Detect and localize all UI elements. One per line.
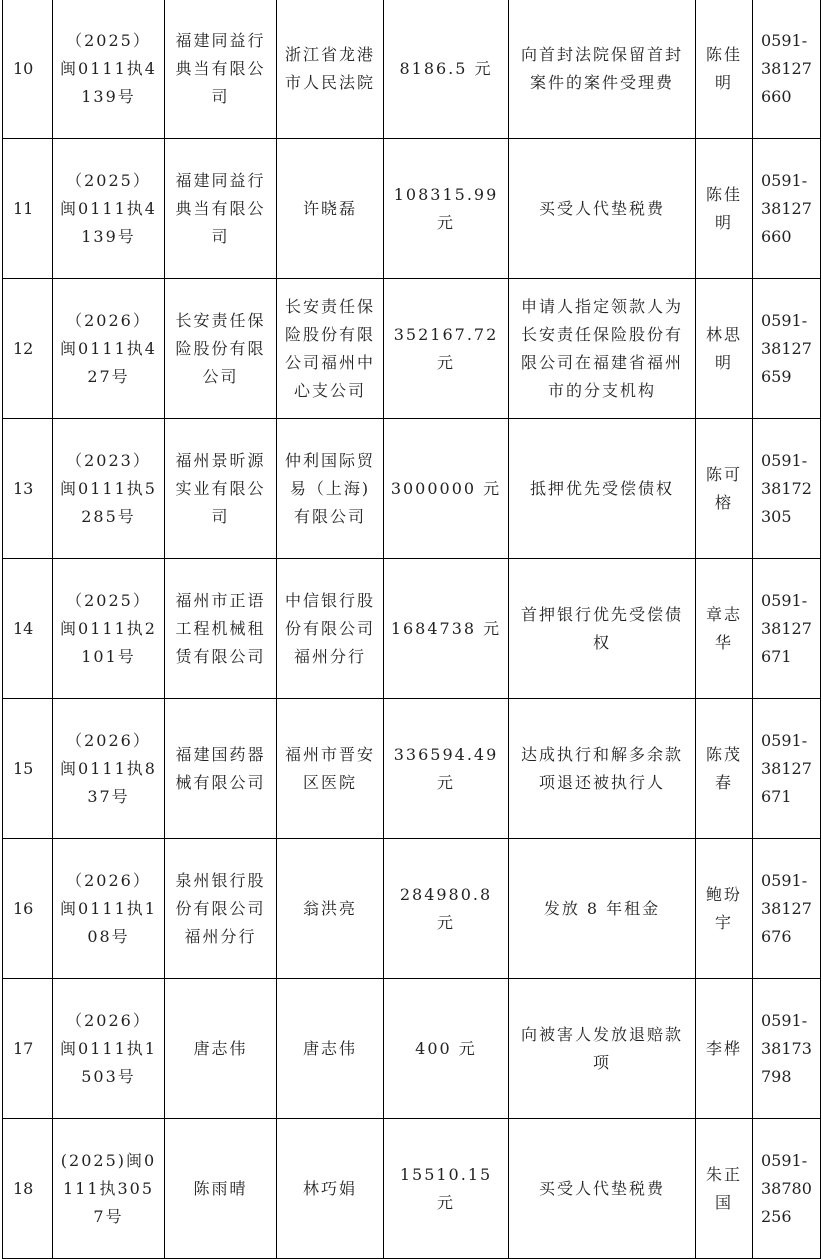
row-number: 11 xyxy=(3,139,53,279)
case-number: (2025)闽0111执3057号 xyxy=(53,1119,165,1259)
contact-phone: 0591-38127660 xyxy=(753,139,821,279)
recipient: 许晓磊 xyxy=(277,139,384,279)
table-row xyxy=(3,139,821,279)
applicant: 泉州银行股份有限公司福州分行 xyxy=(165,839,277,979)
amount: 15510.15 元 xyxy=(384,1119,509,1259)
case-number: （2026）闽0111执837号 xyxy=(53,699,165,839)
recipient: 仲利国际贸易（上海)有限公司 xyxy=(277,419,384,559)
row-number: 12 xyxy=(3,279,53,419)
amount: 336594.49 元 xyxy=(384,699,509,839)
table-row xyxy=(3,979,821,1119)
applicant: 福建同益行典当有限公司 xyxy=(165,0,277,139)
case-number: （2026）闽0111执1503号 xyxy=(53,979,165,1119)
payment-reason: 抵押优先受偿债权 xyxy=(509,419,696,559)
table-body xyxy=(3,0,821,1259)
judge-name: 章志华 xyxy=(696,559,753,699)
row-number: 16 xyxy=(3,839,53,979)
amount: 3000000 元 xyxy=(384,419,509,559)
applicant: 福州市正语工程机械租赁有限公司 xyxy=(165,559,277,699)
contact-phone: 0591-38127671 xyxy=(753,559,821,699)
payment-reason: 买受人代垫税费 xyxy=(509,1119,696,1259)
table-row xyxy=(3,839,821,979)
case-number: （2026）闽0111执108号 xyxy=(53,839,165,979)
row-number: 10 xyxy=(3,0,53,139)
payment-table xyxy=(2,0,821,1259)
recipient: 中信银行股份有限公司福州分行 xyxy=(277,559,384,699)
table-row xyxy=(3,419,821,559)
table-row xyxy=(3,279,821,419)
judge-name: 陈可榕 xyxy=(696,419,753,559)
recipient: 林巧娟 xyxy=(277,1119,384,1259)
contact-phone: 0591-38127659 xyxy=(753,279,821,419)
contact-phone: 0591-38173798 xyxy=(753,979,821,1119)
case-number: （2025）闽0111执4139号 xyxy=(53,0,165,139)
amount: 1684738 元 xyxy=(384,559,509,699)
contact-phone: 0591-38127676 xyxy=(753,839,821,979)
applicant: 唐志伟 xyxy=(165,979,277,1119)
table-row xyxy=(3,559,821,699)
payment-reason: 买受人代垫税费 xyxy=(509,139,696,279)
contact-phone: 0591-38127671 xyxy=(753,699,821,839)
case-number: （2025）闽0111执4139号 xyxy=(53,139,165,279)
table-row xyxy=(3,699,821,839)
payment-reason: 达成执行和解多余款项退还被执行人 xyxy=(509,699,696,839)
amount: 284980.8 元 xyxy=(384,839,509,979)
amount: 400 元 xyxy=(384,979,509,1119)
table-row xyxy=(3,1119,821,1259)
payment-reason: 首押银行优先受偿债权 xyxy=(509,559,696,699)
contact-phone: 0591-38172305 xyxy=(753,419,821,559)
applicant: 陈雨晴 xyxy=(165,1119,277,1259)
judge-name: 李桦 xyxy=(696,979,753,1119)
applicant: 长安责任保险股份有限公司 xyxy=(165,279,277,419)
row-number: 14 xyxy=(3,559,53,699)
judge-name: 陈茂春 xyxy=(696,699,753,839)
row-number: 13 xyxy=(3,419,53,559)
payment-reason: 发放 8 年租金 xyxy=(509,839,696,979)
payment-reason: 向首封法院保留首封案件的案件受理费 xyxy=(509,0,696,139)
payment-reason: 向被害人发放退赔款项 xyxy=(509,979,696,1119)
judge-name: 陈佳明 xyxy=(696,139,753,279)
judge-name: 林思明 xyxy=(696,279,753,419)
judge-name: 鲍玢宇 xyxy=(696,839,753,979)
applicant: 福建国药器械有限公司 xyxy=(165,699,277,839)
payment-reason: 申请人指定领款人为长安责任保险股份有限公司在福建省福州市的分支机构 xyxy=(509,279,696,419)
recipient: 长安责任保险股份有限公司福州中心支公司 xyxy=(277,279,384,419)
case-number: （2025）闽0111执2101号 xyxy=(53,559,165,699)
recipient: 唐志伟 xyxy=(277,979,384,1119)
amount: 8186.5 元 xyxy=(384,0,509,139)
contact-phone: 0591-38127660 xyxy=(753,0,821,139)
recipient: 福州市晋安区医院 xyxy=(277,699,384,839)
case-number: （2023）闽0111执5285号 xyxy=(53,419,165,559)
row-number: 15 xyxy=(3,699,53,839)
contact-phone: 0591-38780256 xyxy=(753,1119,821,1259)
row-number: 17 xyxy=(3,979,53,1119)
table-row xyxy=(3,0,821,139)
judge-name: 陈佳明 xyxy=(696,0,753,139)
applicant: 福建同益行典当有限公司 xyxy=(165,139,277,279)
applicant: 福州景昕源实业有限公司 xyxy=(165,419,277,559)
recipient: 浙江省龙港市人民法院 xyxy=(277,0,384,139)
amount: 108315.99 元 xyxy=(384,139,509,279)
case-number: （2026）闽0111执427号 xyxy=(53,279,165,419)
recipient: 翁洪亮 xyxy=(277,839,384,979)
row-number: 18 xyxy=(3,1119,53,1259)
amount: 352167.72 元 xyxy=(384,279,509,419)
judge-name: 朱正国 xyxy=(696,1119,753,1259)
